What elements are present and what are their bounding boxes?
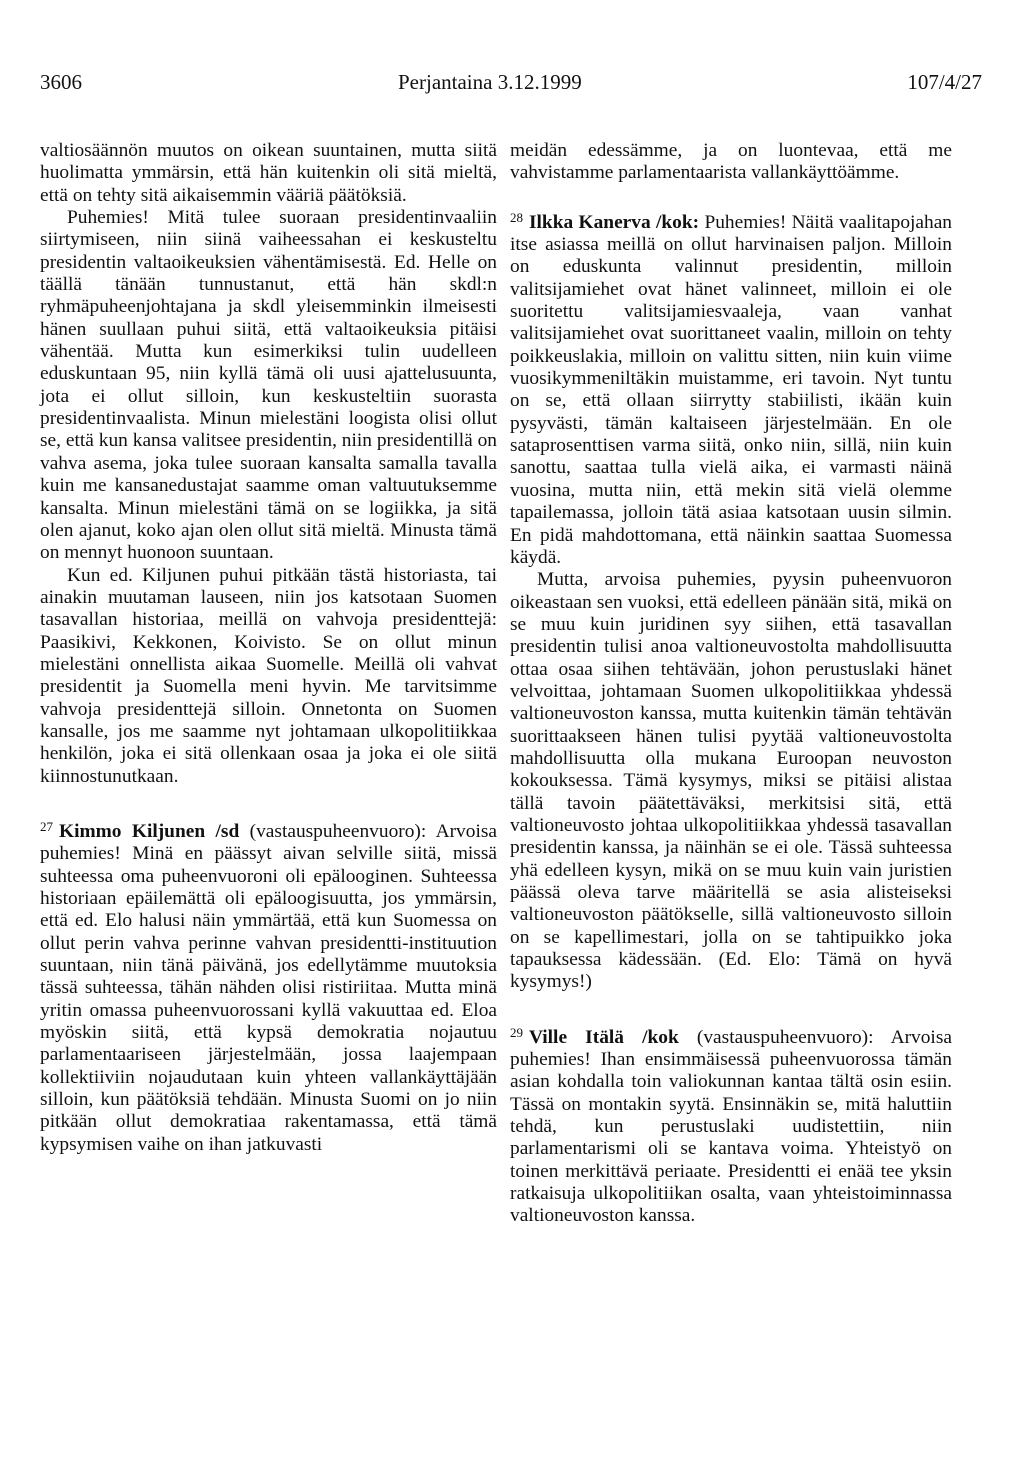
speech-text: Puhemies! Näitä vaalitapojahan itse asiassa meillä on ollut harvinaisen paljon. Milloin on eduskunta valinnut presidentin, milloin valitsijamiehet ovat hänet valinneet, milloin ei ole suoritettu valitsijamiesvaaleja, vaan vanhat valitsijamiehet ovat suorittaneet vaalin, milloin on tehty poikkeuslakia, milloin on valittu sitten, niin kuin viime vuosikymmeniltäkin muistamme, eri tavoin. Nyt tuntu on se, että ollaan siirrytty stabiilisti, ikään kuin pysyvästi, tämän kaltaiseen järjestelmään. En ole sataprosenttisen varma siitä, onko niin, sillä, niin kuin sanottu, saattaa tulla vielä aika, ei varmasti näinä vuosina, mutta niin, että mekin sitä vielä olemme tapailemassa, jolloin tätä asiaa katsotaan uusin silmin. En pidä mahdottomana, että näinkin saattaa Suomessa käydä.: [510, 211, 953, 568]
paragraph: Kun ed. Kiljunen puhui pitkään tästä historiasta, tai ainakin muutaman lauseen, niin jos katsotaan Suomen tasavallan historiaa, meillä on vahvoja presidenttejä: Paasikivi, Kekkonen, Koivisto. Se on ollut minun mielestäni onnellista aikaa Suomelle. Meillä oli vahvat presidentit ja Suomella meni hyvin. Me tarvitsimme vahvoja presidenttejä silloin. Onnetonta on Suomen kansalle, jos me saamme nyt johtamaan ulkopolitiikkaa henkilön, joka ei sitä ollenkaan osaa ja joka ei ole siitä kiinnostunutkaan.: [40, 564, 497, 787]
speech-29: [510, 1022, 952, 1228]
paragraph: valtiosäännön muutos on oikean suuntainen, mutta siitä huolimatta ymmärsin, että hän kuitenkin oli sitä mieltä, että on tehty sitä aikaisemmin vääriä päätöksiä.: [40, 140, 497, 206]
speech-27: [40, 816, 497, 1156]
session-reference: 107/4/27: [907, 70, 982, 94]
speech-type: (vastauspuheenvuoro):: [249, 820, 427, 842]
speaker-name: Ville Itälä /kok: [529, 1026, 679, 1048]
spacer: [40, 788, 497, 816]
paragraph: Mutta, arvoisa puhemies, pyysin puheenvuoron oikeastaan sen vuoksi, että edelleen pänään sitä, mikä on se muu kuin juridinen syy siihen, että tasavallan presidentin tulisi anoa valtioneuvostolta mahdollisuutta ottaa osaa siihen tehtävään, johon perustuslaki hänet velvoittaa, johtamaan Suomen ulkopolitiikkaa yhdessä valtioneuvoston kanssa, mutta kuitenkin tämän tehtävän suorittaakseen hänen tulisi pyytää valtioneuvostolta mahdollisuutta olla mukana Euroopan neuvoston kokouksessa. Tämä kysymys, miksi se pitäisi alistaa tällä tavoin päätettäväksi, merkitsisi sitä, että valtioneuvosto johtaa ulkopolitiikkaa yhdessä tasavallan presidentin kanssa, ja näinhän se ei ole. Tässä suhteessa yhä edelleen kysyn, mikä on se muu kuin vain juristien päässä oleva tarve määritellä se asia alisteiseksi valtioneuvoston päätökselle, sillä valtioneuvosto silloin on se kapellimestari, jolla on se tahtipuikko joka tapauksessa kädessään. (Ed. Elo: Tämä on hyvä kysymys!): [510, 569, 952, 993]
right-column: [510, 140, 952, 1228]
speech-text: Arvoisa puhemies! Minä en päässyt aivan selville siitä, missä suhteessa oma puheenvuoroni oli epälooginen. Suhteessa historiaan epäilemättä oli epäloogisuutta, jos ymmärsin, että ed. Elo halusi näin ymmärtää, että kun Suomessa on ollut perin vahva perinne vahvan presidentti-instituution suuntaan, niin tänä päivänä, jos edellytämme muutoksia tässä suhteessa, tähän nähden olisi ristiriitaa. Mutta minä yritin omassa puheenvuorossani kyllä vakuuttaa ed. Eloa myöskin siitä, että kypsä demokratia nojautuu parlamentaariseen järjestelmään, jossa laajempaan kollektiiviin nojaudutaan kuin yhteen vallankäyttäjään silloin, kun päätöksiä tehdään. Minusta Suomi on jo niin pitkään ollut demokratiaa rakentamassa, että tämä kypsymisen vaihe on ihan jatkuvasti: [40, 820, 497, 1155]
left-column: [40, 140, 497, 1156]
speaker-name: Kimmo Kiljunen /sd: [59, 820, 240, 842]
spacer: [510, 185, 952, 207]
speech-number: 27: [40, 818, 53, 834]
page-header: [0, 70, 1024, 100]
speech-number: 29: [510, 1024, 523, 1040]
spacer: [510, 994, 952, 1022]
paragraph: Puhemies! Mitä tulee suoraan presidentinvaaliin siirtymiseen, niin siinä vaiheessahan ei keskusteltu presidentin valtaoikeuksien vähentämisestä. Ed. Helle on täällä tänään tunnustanut, että hän skdl:n ryhmäpuheenjohtajana ja skdl yleisemminkin ilmeisesti hänen suullaan puhui siitä, että valtaoikeuksia pitäisi vähentää. Mutta kun esimerkiksi tulin uudelleen eduskuntaan 95, niin kyllä tämä oli uusi ajattelusuunta, jota ei ollut silloin, kun keskusteltiin suorasta presidentinvaalista. Minun mielestäni loogista olisi ollut se, että kun kansa valitsee presidentin, niin presidentillä on vahva asema, joka tulee suoraan kansalta samalla tavalla kuin me kansanedustajat saamme oman valtuutuksemme kansalta. Minun mielestäni tämä on se logiikka, ja sitä olen ajanut, koko ajan olen ollut sitä mieltä. Minusta tämä on mennyt huonoon suuntaan.: [40, 207, 497, 564]
speaker-name: Ilkka Kanerva /kok:: [529, 211, 700, 233]
speech-28: [510, 207, 952, 570]
speech-number: 28: [510, 209, 523, 225]
paragraph: meidän edessämme, ja on luontevaa, että me vahvistamme parlamentaarista vallankäyttöämme.: [510, 140, 952, 184]
speech-type: (vastauspuheenvuoro):: [696, 1026, 874, 1048]
page-number: 3606: [40, 70, 82, 94]
speech-text: Arvoisa puhemies! Ihan ensimmäisessä puheenvuorossa tämän asian kohdalla toin valiokunnan kantaa tältä osin esiin. Tässä on montakin syytä. Ensinnäkin se, mitä haluttiin tehdä, kun perustuslaki uudistettiin, niin parlamentarismi oli se kantava voima. Yhteistyö on toinen merkittävä periaate. Presidentti ei enää tee yksin ratkaisuja ulkopolitiikan osalta, vaan yhteistoiminnassa valtioneuvoston kanssa.: [510, 1026, 952, 1227]
session-date: Perjantaina 3.12.1999: [398, 70, 582, 94]
